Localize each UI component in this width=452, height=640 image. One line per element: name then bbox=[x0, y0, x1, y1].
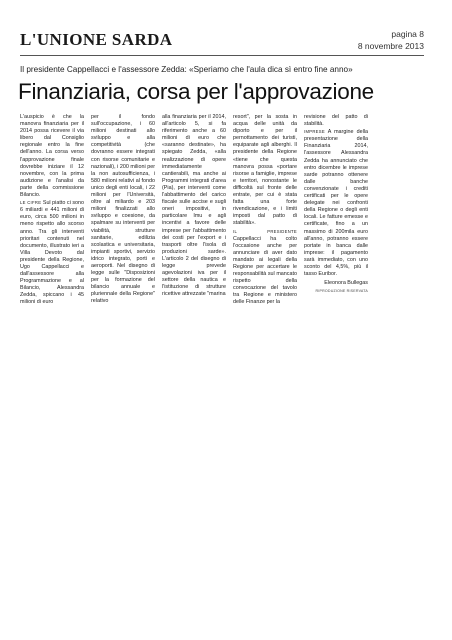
paragraph-text: Cappellacci ha colto l'occasione anche per annunciare di aver dato mandato ai legali della Regione per accertare le responsabilità sul mancato rispetto della convocazione del tavolo tra Regione e ministero delle Finanze per la bbox=[233, 235, 297, 306]
article-headline: Finanziaria, corsa per l'approvazione bbox=[18, 79, 374, 104]
run-in-heading: IMPRESE bbox=[304, 129, 325, 135]
article-paragraph bbox=[20, 114, 84, 199]
run-in-heading: LE CIFRE bbox=[20, 200, 42, 206]
article-column bbox=[233, 114, 297, 307]
article-paragraph bbox=[91, 114, 155, 306]
paragraph-text: Sul piatto ci sono 6 miliardi e 441 milioni di euro, circa 500 milioni in meno rispetto allo scorso anno. Tra gli interventi prioritari contenuti nel documento, illustrato ieri a Villa Devoto dal presidente della Regione, Ugo Cappellacci e dall'assessore alla Programmazione e al Bilancio, Alessandra Zedda, spiccano i 45 milioni di euro bbox=[20, 200, 85, 306]
page-number: pagina 8 bbox=[391, 29, 424, 39]
paragraph-text: revisione del patto di stabilità. bbox=[304, 114, 368, 128]
paragraph-text: L'auspicio è che la manovra finanziaria per il 2014 possa ricevere il via libero dal Consiglio regionale entro la fine dell'anno. La corsa verso l'approvazione finale dovrebbe iniziare il 12 novembre, con la prima audizione e l'analisi da parte della commissione Bilancio. bbox=[20, 114, 84, 199]
article-paragraph bbox=[162, 114, 226, 298]
article-paragraph bbox=[304, 114, 368, 128]
article-column bbox=[304, 114, 368, 295]
paragraph-text: alla finanziaria per il 2014, all'articolo 5, si fa riferimento anche a 60 milioni di euro che «saranno destinate», ha spiegato Zedda, «alla realizzazione di opere immediatamente cantierabili, ma anche ai Programmi integrati d'area (Pia), per interventi come l'abbattimento del carico fiscale sulle accise e sugli oneri impositivi, in particolare Imu e agli incentivi a favore delle imprese per l'abbattimento dei costi per l'export e i trasporti oltre l'isola di produzioni sarde». L'articolo 2 del disegno di legge prevede agevolazioni iva per il settore della nautica e l'istituzione di strutture ricettive attrezzate "marina bbox=[162, 114, 226, 298]
byline: Eleonora Bullegas bbox=[324, 280, 368, 287]
article-kicker: Il presidente Cappellacci e l'assessore Zedda: «Speriamo che l'aula dica sì entro fine anno» bbox=[20, 65, 353, 74]
header-rule bbox=[20, 55, 424, 56]
paragraph-text: per il fondo sull'occupazione, i 60 milioni destinati allo sviluppo e alla competitività (che dovranno essere integrati con risorse comunitarie e nazionali), i 200 milioni per la non autosufficienza, i 580 milioni relativi al fondo unico degli enti locali, i 22 milioni per l'Università, oltre al miliardo e 203 milioni finalizzati allo sviluppo e coesione, da spalmare su interventi per viabilità, strutture sanitarie, edilizia scolastica e universitaria, impianti sportivi, servizio idrico integrato, porti e aeroporti. Nel disegno di legge sulle "Disposizioni per la formazione del bilancio annuale e pluriennale della Regione" relativo bbox=[91, 114, 155, 305]
page-meta bbox=[358, 28, 424, 52]
article-paragraph bbox=[233, 114, 297, 228]
masthead: L'UNIONE SARDA bbox=[20, 30, 173, 49]
run-in-heading: IL PRESIDENTE bbox=[233, 228, 297, 234]
article-column bbox=[162, 114, 226, 298]
copyright-notice: RIPRODUZIONE RISERVATA bbox=[315, 289, 368, 294]
article-paragraph bbox=[20, 199, 84, 306]
paragraph-text: A margine della presentazione della Finanziaria 2014, l'assessore Alessandra Zedda ha annunciato che entro dicembre le imprese sarde potranno ottenere dalle banche convenzionate i crediti certificati per le opere delegate nei confronti della Regione o degli enti locali. Le fatture emesse e certificate, fino a un massimo di 200mila euro all'anno, potranno essere portate in banca dalle imprese: il pagamento sarà immediato, con uno sconto del 4,5%, più il tasso Euribor. bbox=[304, 129, 368, 278]
article-column bbox=[20, 114, 84, 307]
publication-date: 8 novembre 2013 bbox=[357, 41, 424, 51]
paragraph-text: resort", per la sosta in acqua delle unità da diporto e per il pernottamento dei turisti, equiparate agli alberghi. Il presidente della Regione «tiene che questa manovra possa «portare risorse a famiglie, imprese e territori, nonostante le difficoltà sul fronte delle entrate, per cui è stata fatta una forte rivendicazione, e i limiti imposti dal patto di stabilità». bbox=[233, 114, 297, 227]
article-column bbox=[91, 114, 155, 306]
article-paragraph bbox=[304, 128, 368, 278]
article-paragraph bbox=[233, 228, 297, 307]
